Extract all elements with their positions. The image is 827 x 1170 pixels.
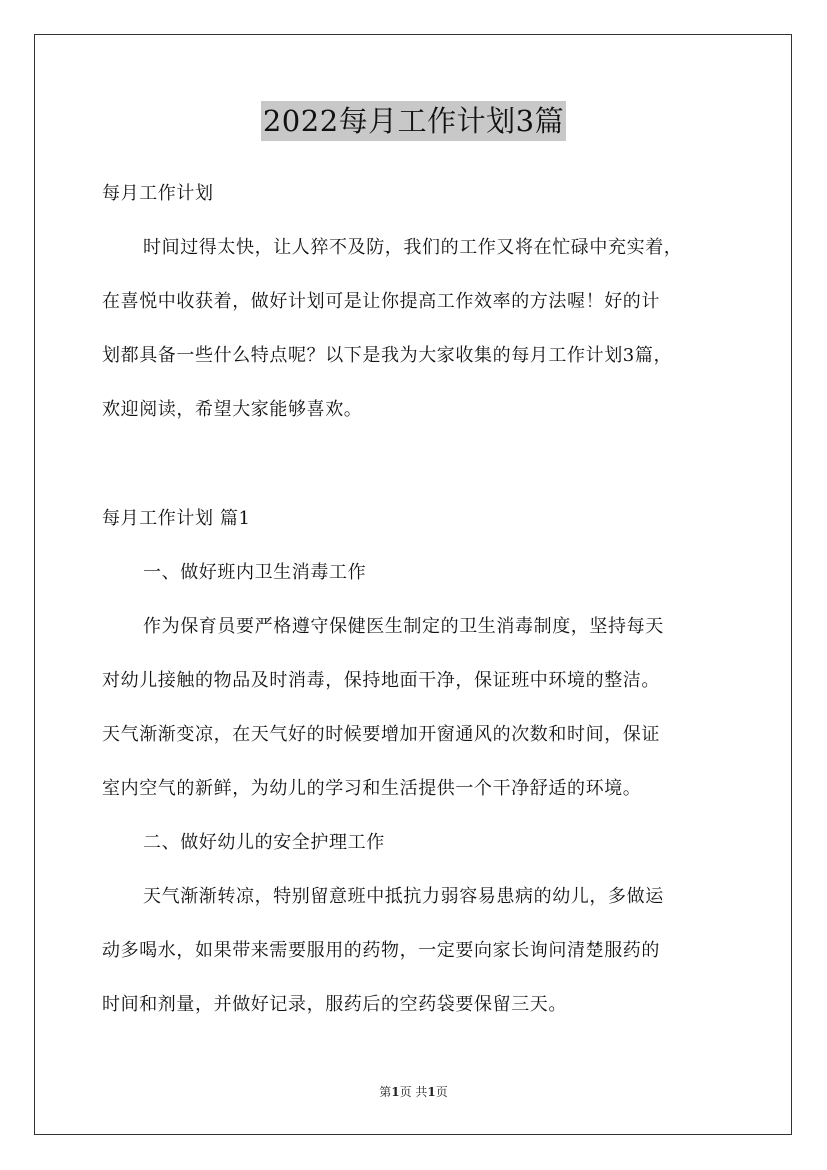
subsection-1-line-1: 作为保育员要严格遵守保健医生制定的卫生消毒制度，坚持每天 xyxy=(143,616,664,637)
footer-page-suffix: 页 共 xyxy=(399,1085,428,1099)
footer-page-number: 1 xyxy=(391,1085,400,1099)
footer-total-suffix: 页 xyxy=(435,1085,448,1099)
subsection-1-line-3: 天气渐渐变凉，在天气好的时候要增加开窗通风的次数和时间，保证 xyxy=(102,724,660,745)
subsection-2-title: 二、做好幼儿的安全护理工作 xyxy=(143,832,385,853)
title-container xyxy=(0,101,827,141)
subsection-1-title: 一、做好班内卫生消毒工作 xyxy=(143,562,367,583)
subsection-2-line-3: 时间和剂量，并做好记录，服药后的空药袋要保留三天。 xyxy=(102,994,567,1015)
footer-total-pages: 1 xyxy=(427,1085,436,1099)
intro-line-4: 欢迎阅读，希望大家能够喜欢。 xyxy=(102,399,363,420)
intro-line-3: 划都具备一些什么特点呢？以下是我为大家收集的每月工作计划3篇， xyxy=(102,345,673,366)
subsection-1-line-4: 室内空气的新鲜，为幼儿的学习和生活提供一个干净舒适的环境。 xyxy=(102,778,642,799)
subsection-2-line-2: 动多喝水，如果带来需要服用的药物，一定要向家长询问清楚服药的 xyxy=(102,940,660,961)
subsection-1-line-2: 对幼儿接触的物品及时消毒，保持地面干净，保证班中环境的整洁。 xyxy=(102,670,660,691)
intro-line-1: 时间过得太快，让人猝不及防，我们的工作又将在忙碌中充实着， xyxy=(143,237,683,258)
subsection-2-line-1: 天气渐渐转凉，特别留意班中抵抗力弱容易患病的幼儿，多做运 xyxy=(143,886,664,907)
page-footer xyxy=(0,1084,827,1100)
document-title: 2022每月工作计划3篇 xyxy=(261,101,566,141)
section-heading: 每月工作计划 篇1 xyxy=(102,508,251,529)
intro-heading: 每月工作计划 xyxy=(102,183,214,204)
footer-prefix: 第 xyxy=(379,1085,392,1099)
intro-line-2: 在喜悦中收获着，做好计划可是让你提高工作效率的方法喔！好的计 xyxy=(102,291,660,312)
